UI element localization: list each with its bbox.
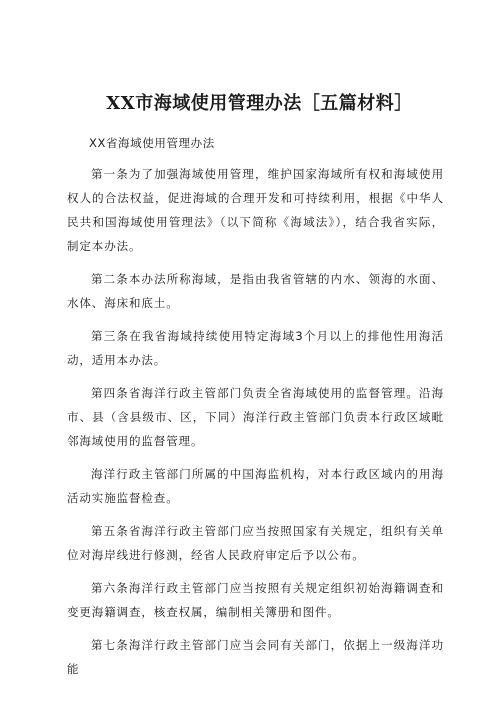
paragraph-article-6: 第六条海洋行政主管部门应当按照有关规定组织初始海籍调查和变更海籍调查，核查权属，编制相关簿册和图件。: [67, 581, 444, 619]
document-title: XX市海域使用管理办法［五篇材料］: [106, 93, 413, 114]
paragraph-article-4-supplement: 海洋行政主管部门所属的中国海监机构，对本行政区域内的用海活动实施监督检查。: [67, 467, 444, 505]
paragraph-article-1: 第一条为了加强海域使用管理，维护国家海域所有权和海域使用权人的合法权益，促进海域的合理开发和可持续利用，根据《中华人民共和国海域使用管理法》（以下简称《海域法》），结合我省实际，制定本办法。: [67, 167, 444, 253]
paragraph-article-5: 第五条省海洋行政主管部门应当按照国家有关规定，组织有关单位对海岸线进行修测，经省人民政府审定后予以公布。: [67, 524, 444, 562]
document-subtitle: XX省海域使用管理办法: [89, 136, 215, 150]
paragraph-article-4: 第四条省海洋行政主管部门负责全省海域使用的监督管理。沿海市、县（含县级市、区，下同）海洋行政主管部门负责本行政区域毗邻海域使用的监督管理。: [67, 386, 444, 448]
paragraph-article-7: 第七条海洋行政主管部门应当会同有关部门，依据上一级海洋功能: [67, 638, 444, 676]
paragraph-article-2: 第二条本办法所称海域，是指由我省管辖的内水、领海的水面、水体、海床和底土。: [67, 272, 444, 310]
paragraph-article-3: 第三条在我省海域持续使用特定海域3个月以上的排他性用海活动，适用本办法。: [67, 329, 444, 367]
